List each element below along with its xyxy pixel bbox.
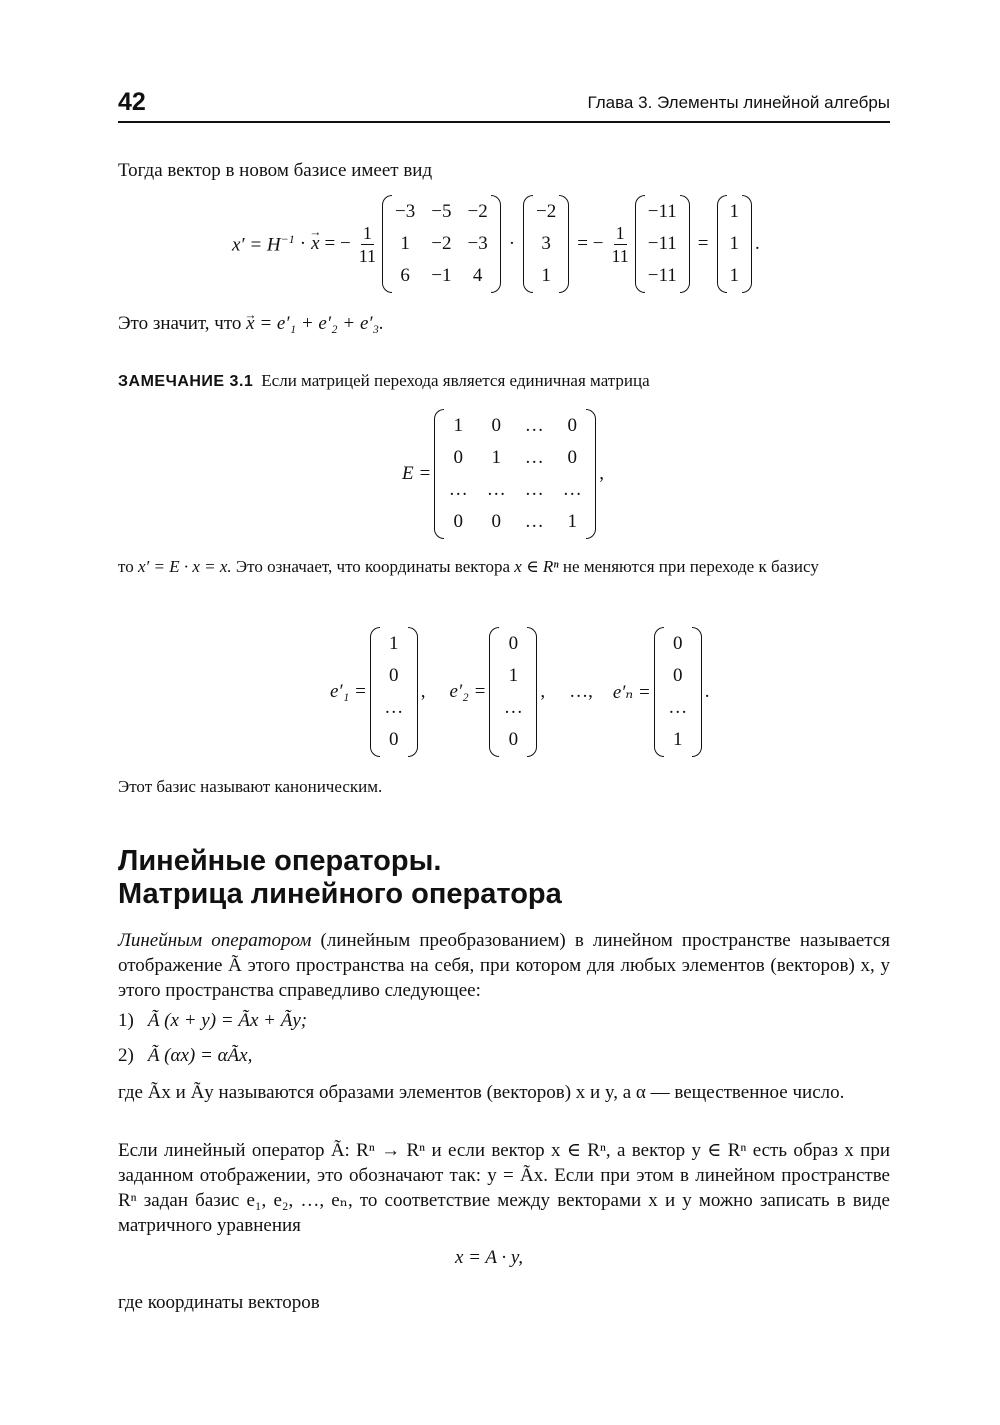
vector-cell: −11	[647, 233, 677, 254]
vector-cell: …	[384, 697, 404, 718]
list-item: 2) Ã (αx) = αÃx,	[118, 1045, 253, 1066]
vector-cell: 0	[389, 729, 399, 750]
vector-cell: −11	[647, 265, 677, 286]
remark-3-1: ЗАМЕЧАНИЕ 3.1 Если матрицей перехода является единичная матрица	[118, 371, 650, 390]
matrix-cell: …	[448, 479, 468, 500]
paragraph-coordinates: где координаты векторов	[118, 1292, 320, 1313]
matrix-cell: 0	[453, 511, 463, 532]
matrix-cell: −1	[431, 265, 452, 286]
matrix-cell: 1	[491, 447, 501, 468]
list-item: 1) Ã (x + y) = Ãx + Ãy;	[118, 1010, 308, 1031]
property-list	[118, 1008, 307, 1068]
vector-cell: 0	[672, 665, 683, 686]
matrix-cell: …	[524, 479, 544, 500]
matrix-cell: 0	[567, 447, 577, 468]
paragraph-matrix-equation: Если линейный оператор Ã: Rⁿ → Rⁿ и если вектор x ∈ Rⁿ, а вектор y ∈ Rⁿ есть образ x при заданном отображении, это обозначают так: y = Ãx. Если при этом в линейном пространстве Rⁿ задан базис e₁, e₂, …, eₙ, то соответствие между векторами x и y можно записать в виде матричного уравнения	[118, 1140, 890, 1236]
equation-transform: $x' = H^{-1}$ · x → = − $\frac{1}{11}$ −3 −5 −2 1 −2 −3 6 −1 4 · −2 3 1 = − $\frac{1}{11}$ −11 −11 −11 = 1 1 1 .	[232, 196, 760, 292]
section-heading: Линейные операторы. Матрица линейного оператора	[118, 845, 562, 910]
vector-cell: 0	[672, 633, 683, 654]
matrix-cell: 6	[400, 265, 410, 286]
page-number: 42	[118, 88, 146, 116]
matrix-cell: 4	[472, 265, 483, 286]
vector-cell: 0	[508, 633, 519, 654]
vector-cell: 1	[729, 201, 740, 222]
vector-cell: 1	[729, 233, 740, 254]
matrix-cell: −2	[467, 201, 488, 222]
vector-cell: −11	[647, 201, 677, 222]
paragraph-identity-result: то x′ = E · x = x. Это означает, что координаты вектора x ∈ Rⁿ не меняются при переходе к базису	[118, 557, 819, 576]
matrix-cell: 0	[567, 415, 577, 436]
paragraph-canonical: Этот базис называют каноническим.	[118, 777, 383, 796]
vector-cell: −2	[536, 201, 557, 222]
paragraph-images: где Ãx и Ãy называются образами элементов (векторов) x и y, а α — вещественное число.	[118, 1082, 845, 1103]
eq1-lhs: $x' = H^{-1}$	[232, 231, 295, 256]
matrix-cell: …	[562, 479, 582, 500]
matrix-cell: 0	[491, 511, 501, 532]
matrix-cell: …	[524, 447, 544, 468]
matrix-cell: 1	[567, 511, 577, 532]
eq1-vector-x	[523, 195, 569, 293]
matrix-cell: 1	[400, 233, 410, 254]
vector-cell: 1	[541, 265, 551, 286]
vector-cell: 1	[389, 633, 399, 654]
eq1-fraction: $\frac{1}{11}$	[358, 222, 377, 266]
equation-identity-matrix: E = 1 0 … 0 0 1 … 0 … … … … 0 0 … 1 ,	[402, 414, 604, 534]
paragraph-definition: Линейным оператором (линейным преобразованием) в линейном пространстве называется отображение Ã этого пространства на себя, при котором для любых элементов (векторов) x, y этого пространства справедливо следующее:	[118, 930, 890, 1001]
header-rule	[118, 121, 890, 123]
matrix-cell: −3	[467, 233, 488, 254]
equation-matrix: x = A · y,	[455, 1247, 524, 1268]
vector-cell: 1	[729, 265, 740, 286]
eq1-vector-product	[635, 195, 690, 293]
matrix-cell: 0	[491, 415, 501, 436]
eq1-matrix	[382, 195, 501, 293]
vector-cell: 0	[389, 665, 399, 686]
equation-canonical-basis: e′₁ = 1 0 … 0 , e′₂ = 0 1 … 0 , …, e′ₙ = 0 0 … 1 .	[330, 633, 709, 751]
matrix-cell: −3	[395, 201, 416, 222]
matrix-cell: …	[486, 479, 506, 500]
vector-cell: 1	[672, 729, 683, 750]
vector-cell: …	[503, 697, 523, 718]
vector-cell: …	[668, 697, 688, 718]
paragraph-meaning: Это значит, что x → = e′₁ + e′₂ + e′₃.	[118, 311, 890, 336]
eq1-vector-result	[717, 195, 753, 293]
matrix-cell: …	[524, 415, 544, 436]
vector-cell: 3	[541, 233, 551, 254]
matrix-cell: −5	[431, 201, 452, 222]
matrix-cell: 1	[453, 415, 463, 436]
paragraph-intro: Тогда вектор в новом базисе имеет вид	[118, 160, 433, 181]
matrix-cell: −2	[431, 233, 452, 254]
vector-cell: 1	[508, 665, 519, 686]
vector-cell: 0	[508, 729, 519, 750]
matrix-cell: 0	[453, 447, 463, 468]
matrix-cell: …	[524, 511, 544, 532]
chapter-title: Глава 3. Элементы линейной алгебры	[587, 93, 890, 112]
